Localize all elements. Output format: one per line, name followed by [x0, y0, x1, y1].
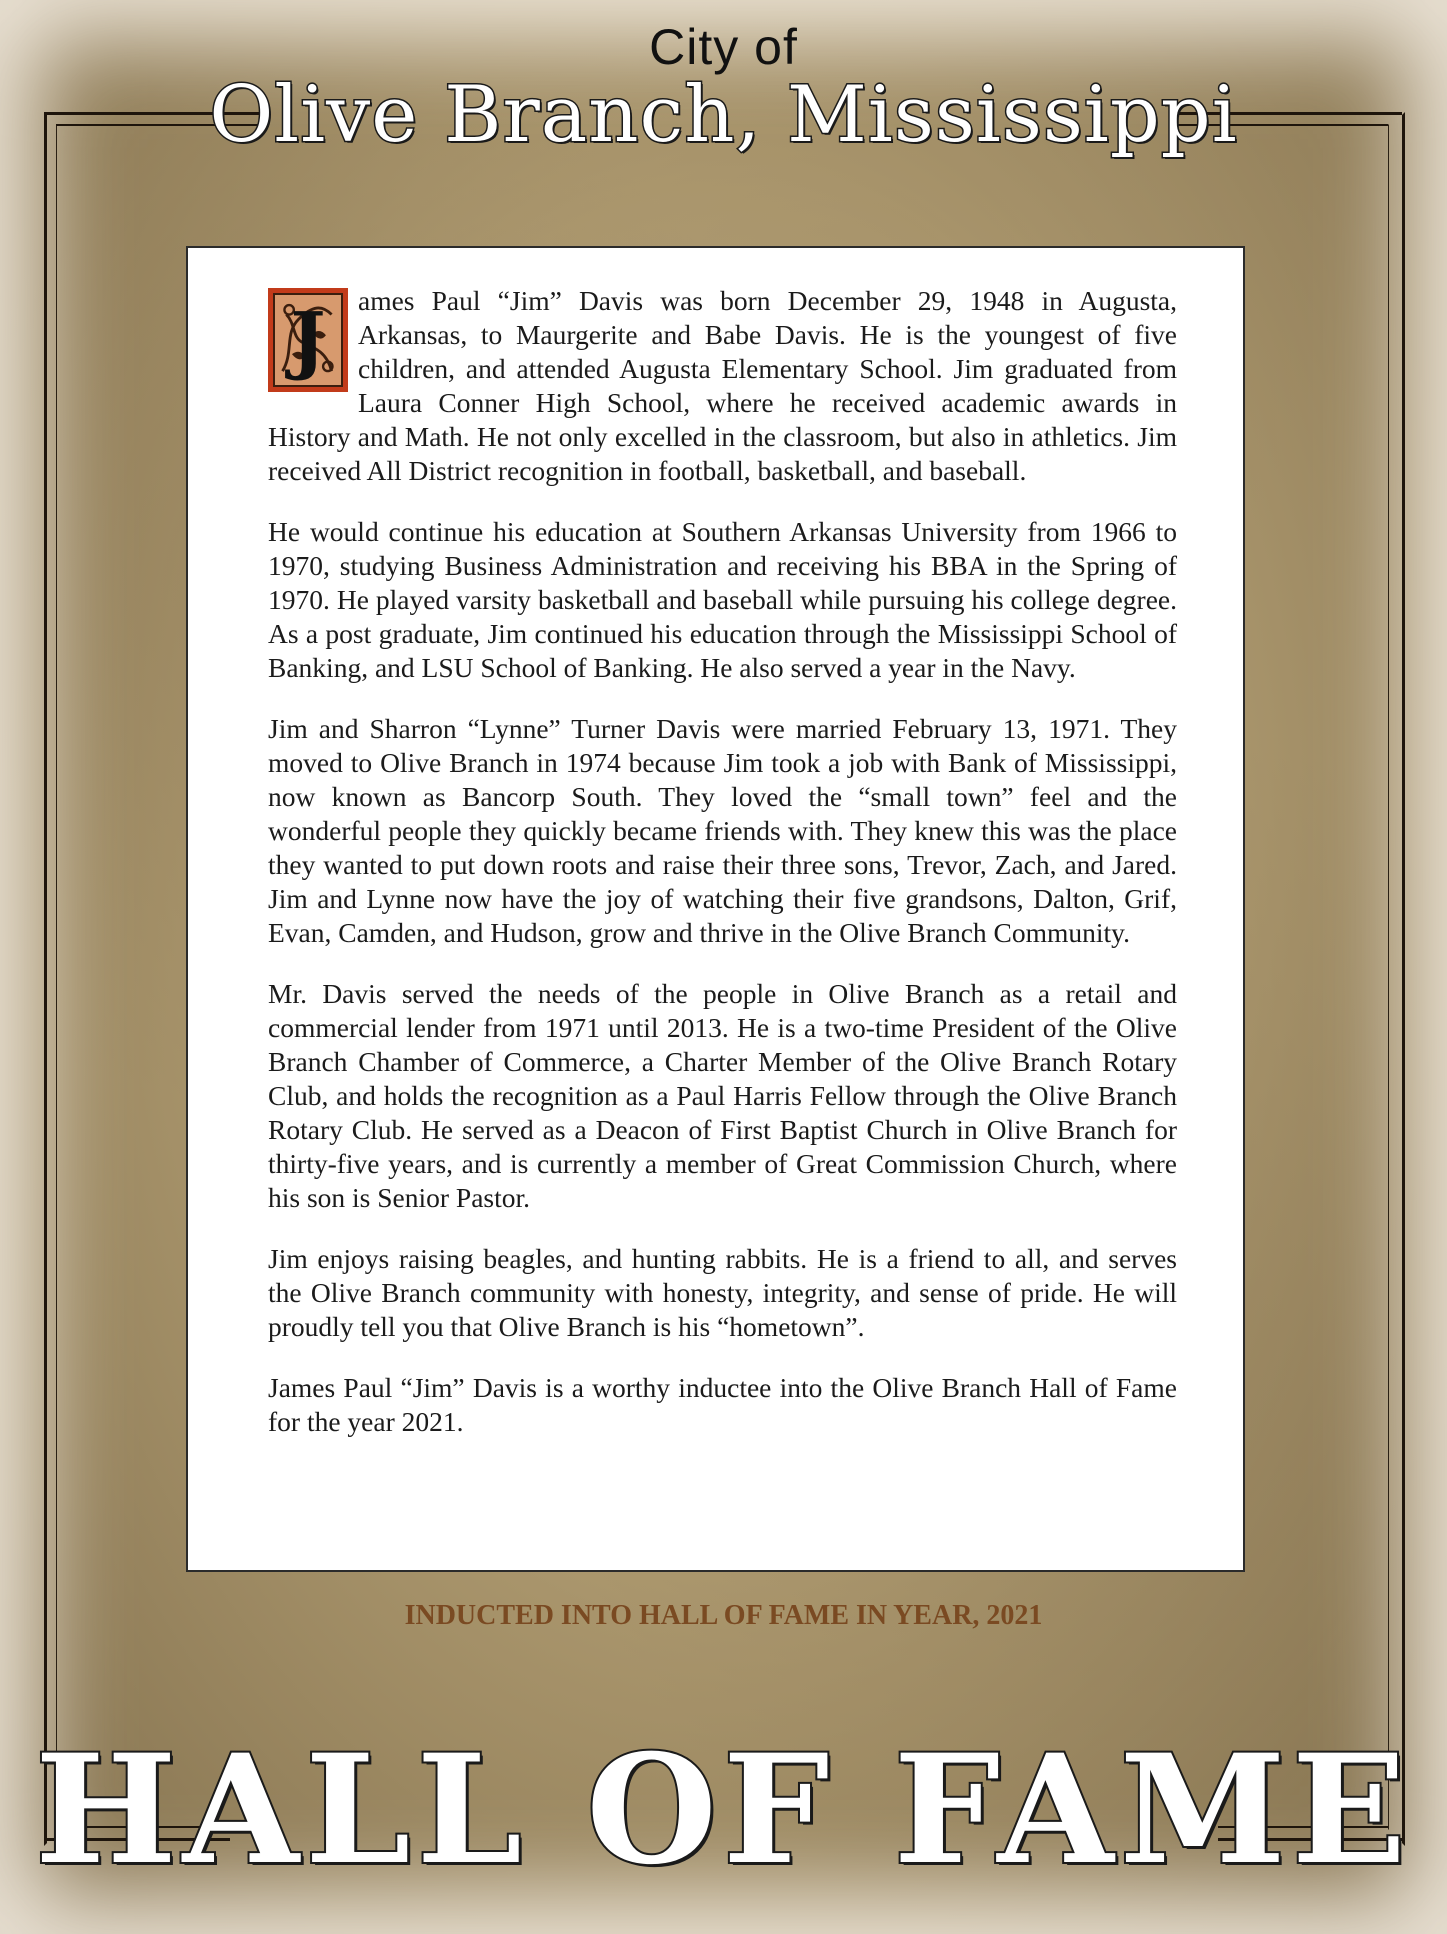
drop-cap-ornament: [268, 288, 348, 392]
bio-text: [268, 284, 1177, 1439]
bio-paragraph-1-text: ames Paul “Jim” Davis was born December 29, 1948 in Augusta, Arkansas, to Maurgerite and Babe Davis. He is the youngest of five children, and attended Augusta Elementary School. Jim graduated from Laura Conner High School, where he received academic awards in History and Math. He not only excelled in the classroom, but also in athletics. Jim received All District recognition in football, basketball, and baseball.: [268, 285, 1177, 486]
city-name-title: Olive Branch, Mississippi: [209, 70, 1238, 160]
bio-paragraph-2: He would continue his education at Southern Arkansas University from 1966 to 1970, studying Business Administration and receiving his BBA in the Spring of 1970. He played varsity basketball and baseball while pursuing his college degree. As a post graduate, Jim continued his education through the Mississippi School of Banking, and LSU School of Banking. He also served a year in the Navy.: [268, 516, 1177, 683]
bio-paragraph-1: [268, 284, 1177, 488]
bio-paragraph-5: Jim enjoys raising beagles, and hunting rabbits. He is a friend to all, and serves the Olive Branch community with honesty, integrity, and sense of pride. He will proudly tell you that Olive Branch is his “hometown”.: [268, 1243, 1177, 1342]
city-of-label: City of: [649, 19, 798, 75]
hall-of-fame-title: HALL OF FAME: [34, 1722, 1413, 1898]
drop-cap-letter: J: [290, 297, 326, 383]
bio-panel: [186, 246, 1245, 1572]
bio-paragraph-4: Mr. Davis served the needs of the people in Olive Branch as a retail and commercial lender from 1971 until 2013. He is a two-time President of the Olive Branch Chamber of Commerce, a Charter Member of the Olive Branch Rotary Club, and holds the recognition as a Paul Harris Fellow through the Olive Branch Rotary Club. He served as a Deacon of First Baptist Church in Olive Branch for thirty-five years, and is currently a member of Great Commission Church, where his son is Senior Pastor.: [268, 978, 1177, 1213]
bio-paragraph-3: Jim and Sharron “Lynne” Turner Davis were married February 13, 1971. They moved to Olive Branch in 1974 because Jim took a job with Bank of Mississippi, now known as Bancorp South. They loved the “small town” feel and the wonderful people they quickly became friends with. They knew this was the place they wanted to put down roots and raise their three sons, Trevor, Zach, and Jared. Jim and Lynne now have the joy of watching their five grandsons, Dalton, Grif, Evan, Camden, and Hudson, grow and thrive in the Olive Branch Community.: [268, 713, 1177, 948]
inducted-year-line: INDUCTED INTO HALL OF FAME IN YEAR, 2021: [404, 1600, 1043, 1631]
bio-paragraph-6: James Paul “Jim” Davis is a worthy inductee into the Olive Branch Hall of Fame for the year 2021.: [268, 1372, 1177, 1437]
